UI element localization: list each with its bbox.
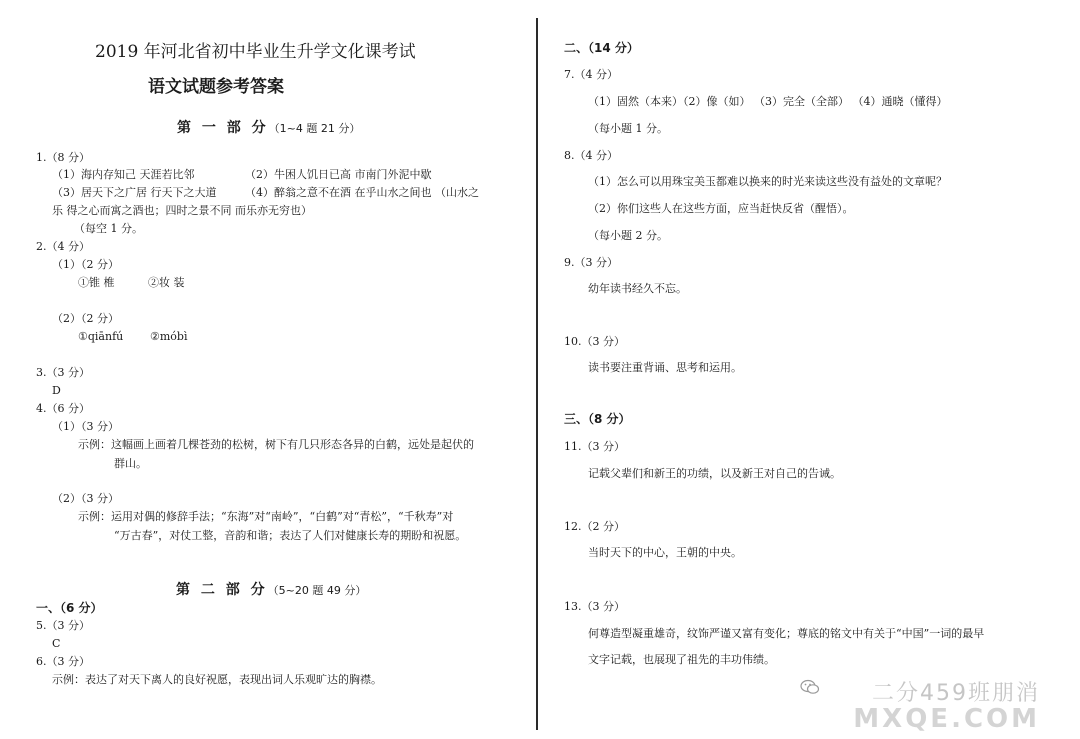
q1-line2b: （4）醉翁之意不在酒 在乎山水之间也 （山水之 <box>245 186 479 199</box>
q5-head: 5.（3 分） <box>36 619 90 632</box>
q10-answer: 读书要注重背诵、思考和运用。 <box>588 361 742 374</box>
q13-head: 13.（3 分） <box>564 600 625 613</box>
q1-line1a: （1）海内存知己 天涯若比邻 <box>52 168 195 181</box>
q8-note: （每小题 2 分。 <box>588 229 668 242</box>
q2-sub2-a: ①qiānfú <box>78 330 124 343</box>
q4-sub1: （1）（3 分） <box>52 420 119 433</box>
q13-line1: 何尊造型凝重雄奇，纹饰严谨又富有变化；尊底的铭文中有关于“中国”一词的最早 <box>588 627 985 640</box>
q13-line2: 文字记载，也展现了祖先的丰功伟绩。 <box>588 653 775 666</box>
q1-line2a: （3）居天下之广居 行天下之大道 <box>52 186 217 199</box>
watermark-site: MXQE.COM <box>853 704 1040 734</box>
wechat-icon <box>800 679 820 695</box>
part2-label: 第 二 部 分 <box>176 582 268 598</box>
q2-head: 2.（4 分） <box>36 240 90 253</box>
q7-note: （每小题 1 分。 <box>588 122 668 135</box>
q9-answer: 幼年读书经久不忘。 <box>588 282 687 295</box>
q3-answer: D <box>52 384 61 397</box>
q6-answer: 示例：表达了对天下离人的良好祝愿，表现出词人乐观旷达的胸襟。 <box>52 673 382 686</box>
part1-heading <box>177 119 360 138</box>
q8-head: 8.（4 分） <box>564 149 618 162</box>
part1-label: 第 一 部 分 <box>177 120 269 136</box>
page-divider <box>536 18 538 730</box>
q2-sub2-b: ②móbì <box>150 330 188 343</box>
q10-head: 10.（3 分） <box>564 335 625 348</box>
exam-title: 2019 年河北省初中毕业生升学文化课考试 <box>95 42 416 62</box>
watermark-account: 二分459班朋消 <box>872 681 1040 706</box>
q12-answer: 当时天下的中心，王朝的中央。 <box>588 546 742 559</box>
part1-range: （1~4 题 21 分） <box>268 122 361 135</box>
q11-answer: 记载父辈们和新王的功绩，以及新王对自己的告诫。 <box>588 467 841 480</box>
q4-sub2-line2: “万古春”，对仗工整，音韵和谐；表达了人们对健康长寿的期盼和祝愿。 <box>114 529 467 542</box>
q12-head: 12.（2 分） <box>564 520 625 533</box>
section1-heading: 一、（6 分） <box>36 601 103 615</box>
q1-line3: 乐 得之心而寓之酒也；四时之景不同 而乐亦无穷也） <box>52 204 312 217</box>
q9-head: 9.（3 分） <box>564 256 618 269</box>
q4-head: 4.（6 分） <box>36 402 90 415</box>
q1-note: （每空 1 分。 <box>74 222 143 235</box>
section3-heading: 三、（8 分） <box>564 412 631 426</box>
q2-sub2: （2）（2 分） <box>52 312 119 325</box>
q1-line1b: （2）牛困人饥日已高 市南门外泥中歇 <box>245 168 432 181</box>
q2-sub1-a: ①锥 椎 <box>78 276 115 289</box>
answer-title: 语文试题参考答案 <box>148 77 284 97</box>
q8-line1: （1）怎么可以用珠宝美玉都难以换来的时光来读这些没有益处的文章呢？ <box>588 175 947 188</box>
section2-heading: 二、（14 分） <box>564 41 639 55</box>
part2-range: （5~20 题 49 分） <box>267 584 367 597</box>
q4-sub1-line2: 群山。 <box>114 457 147 470</box>
q7-line1: （1）固然（本来）（2）像（如） （3）完全（全部） （4）通晓（懂得） <box>588 95 948 108</box>
q3-head: 3.（3 分） <box>36 366 90 379</box>
q4-sub2: （2）（3 分） <box>52 492 119 505</box>
q7-head: 7.（4 分） <box>564 68 618 81</box>
q11-head: 11.（3 分） <box>564 440 625 453</box>
q1-head: 1.（8 分） <box>36 151 90 164</box>
q4-sub1-line1: 示例：这幅画上画着几棵苍劲的松树，树下有几只形态各异的白鹤，远处是起伏的 <box>78 438 474 451</box>
q6-head: 6.（3 分） <box>36 655 90 668</box>
q4-sub2-line1: 示例：运用对偶的修辞手法；“东海”对“南岭”，“白鹤”对“青松”，“千秋寿”对 <box>78 510 454 523</box>
q8-line2: （2）你们这些人在这些方面，应当赶快反省（醒悟）。 <box>588 202 854 215</box>
q2-sub1: （1）（2 分） <box>52 258 119 271</box>
q5-answer: C <box>52 637 61 650</box>
part2-heading <box>176 581 366 600</box>
q2-sub1-b: ②妆 装 <box>148 276 185 289</box>
